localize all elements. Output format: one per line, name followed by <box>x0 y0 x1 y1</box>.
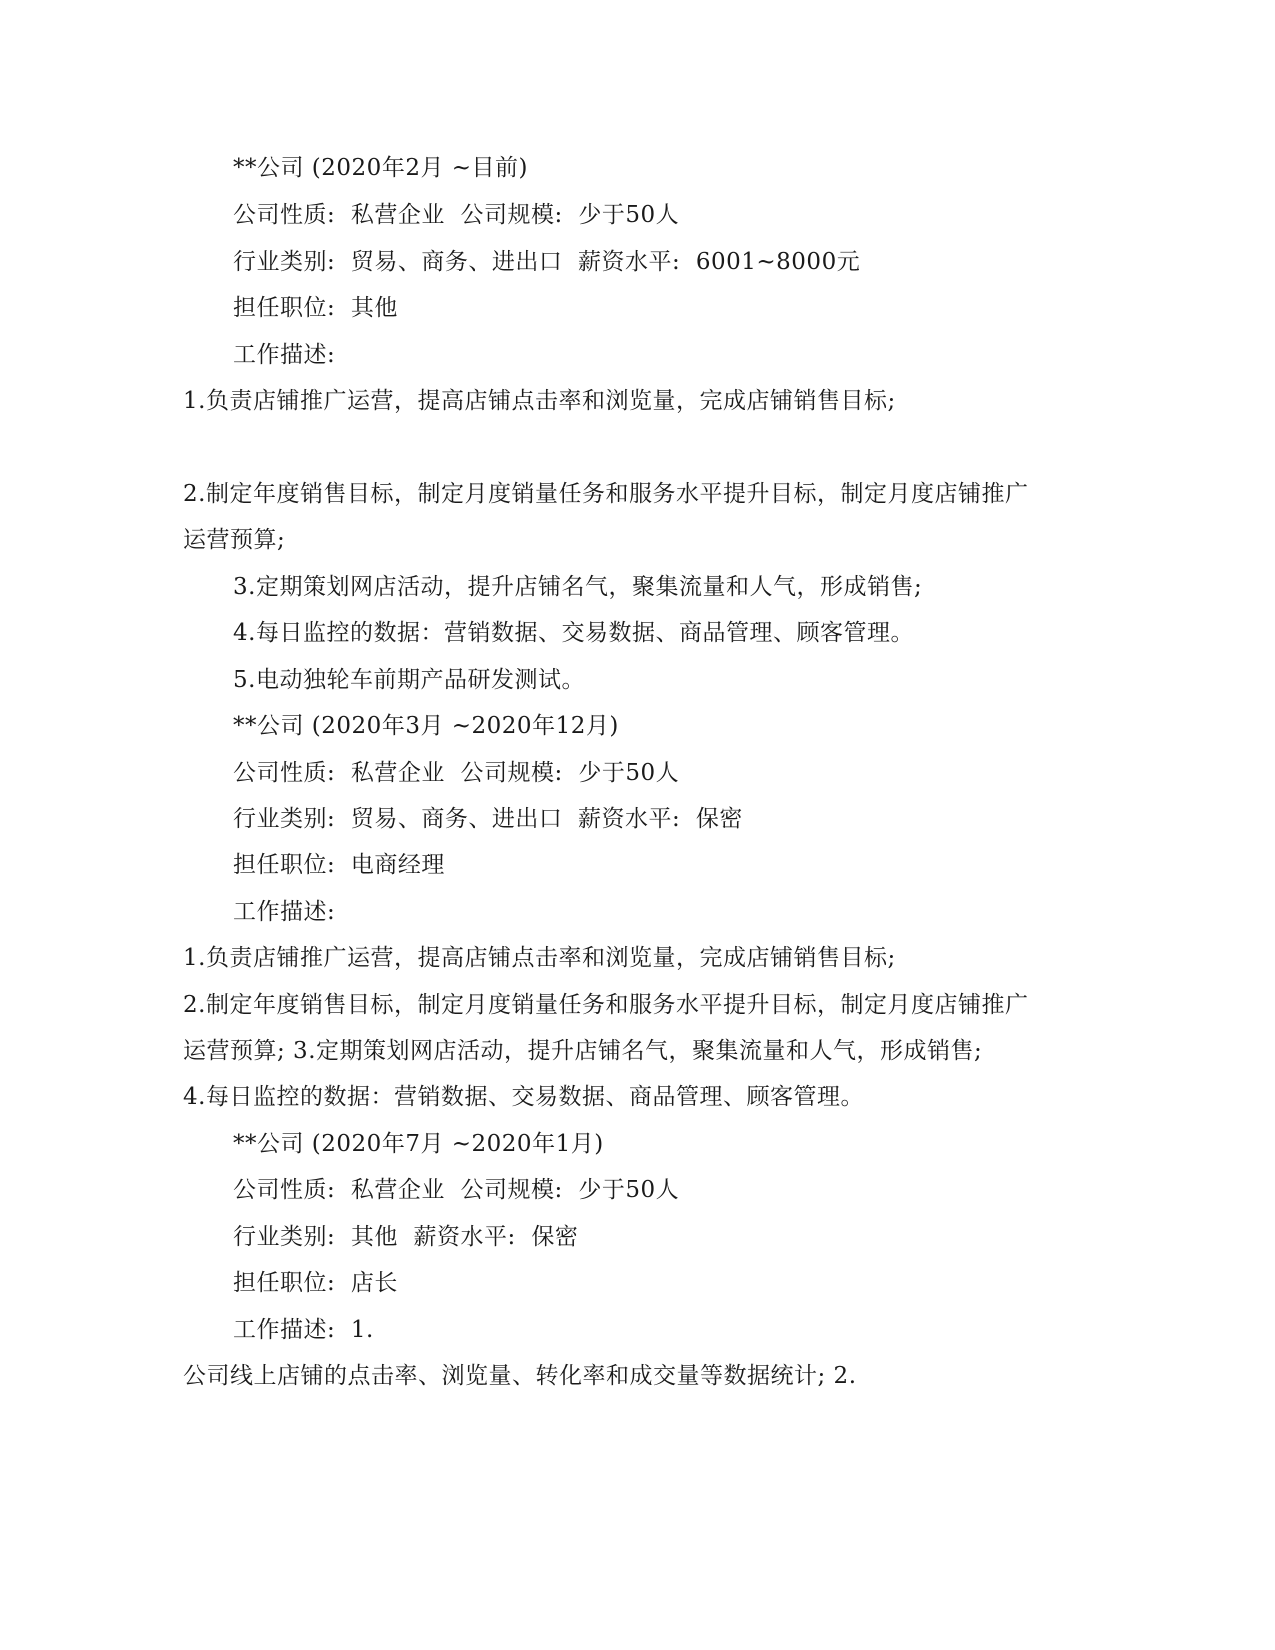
company-2-duty-4: 4.每日监控的数据：营销数据、交易数据、商品管理、顾客管理。 <box>183 1084 864 1110</box>
company-1-duty-3: 3.定期策划网店活动，提升店铺名气，聚集流量和人气，形成销售; <box>233 574 923 600</box>
company-1-header: **公司 (2020年2月 ~目前) <box>233 155 529 181</box>
company-2-header: **公司 (2020年3月 ~2020年12月) <box>233 713 619 739</box>
company-2-duty-2: 2.制定年度销售目标，制定月度销量任务和服务水平提升目标，制定月度店铺推广 <box>183 992 1029 1018</box>
company-3-position: 担任职位: 店长 <box>233 1270 398 1296</box>
company-1-position: 担任职位: 其他 <box>233 295 398 321</box>
company-1-duty-5: 5.电动独轮车前期产品研发测试。 <box>233 667 585 693</box>
company-2-duty-2-3: 运营预算; 3.定期策划网店活动，提升店铺名气，聚集流量和人气，形成销售; <box>183 1038 983 1064</box>
company-2-duty-1: 1.负责店铺推广运营，提高店铺点击率和浏览量，完成店铺销售目标; <box>183 945 896 971</box>
company-1-description-label: 工作描述: <box>233 342 336 368</box>
company-3-industry-salary: 行业类别: 其他 薪资水平: 保密 <box>233 1224 579 1250</box>
company-3-description-label: 工作描述: 1. <box>233 1317 374 1343</box>
company-1-duty-4: 4.每日监控的数据：营销数据、交易数据、商品管理、顾客管理。 <box>233 620 914 646</box>
company-2-industry-salary: 行业类别: 贸易、商务、进出口 薪资水平: 保密 <box>233 806 743 832</box>
company-2-description-label: 工作描述: <box>233 899 336 925</box>
company-3-nature-size: 公司性质: 私营企业 公司规模: 少于50人 <box>233 1177 680 1203</box>
company-1-duty-1: 1.负责店铺推广运营，提高店铺点击率和浏览量，完成店铺销售目标; <box>183 388 896 414</box>
company-1-industry-salary: 行业类别: 贸易、商务、进出口 薪资水平: 6001~8000元 <box>233 249 861 275</box>
company-1-duty-2: 2.制定年度销售目标，制定月度销量任务和服务水平提升目标，制定月度店铺推广 <box>183 481 1029 507</box>
company-1-duty-2-cont: 运营预算; <box>183 527 286 553</box>
company-3-header: **公司 (2020年7月 ~2020年1月) <box>233 1131 604 1157</box>
company-1-nature-size: 公司性质: 私营企业 公司规模: 少于50人 <box>233 202 680 228</box>
company-2-nature-size: 公司性质: 私营企业 公司规模: 少于50人 <box>233 760 680 786</box>
company-3-duty-1: 公司线上店铺的点击率、浏览量、转化率和成交量等数据统计; 2. <box>183 1363 857 1389</box>
company-2-position: 担任职位: 电商经理 <box>233 852 445 878</box>
